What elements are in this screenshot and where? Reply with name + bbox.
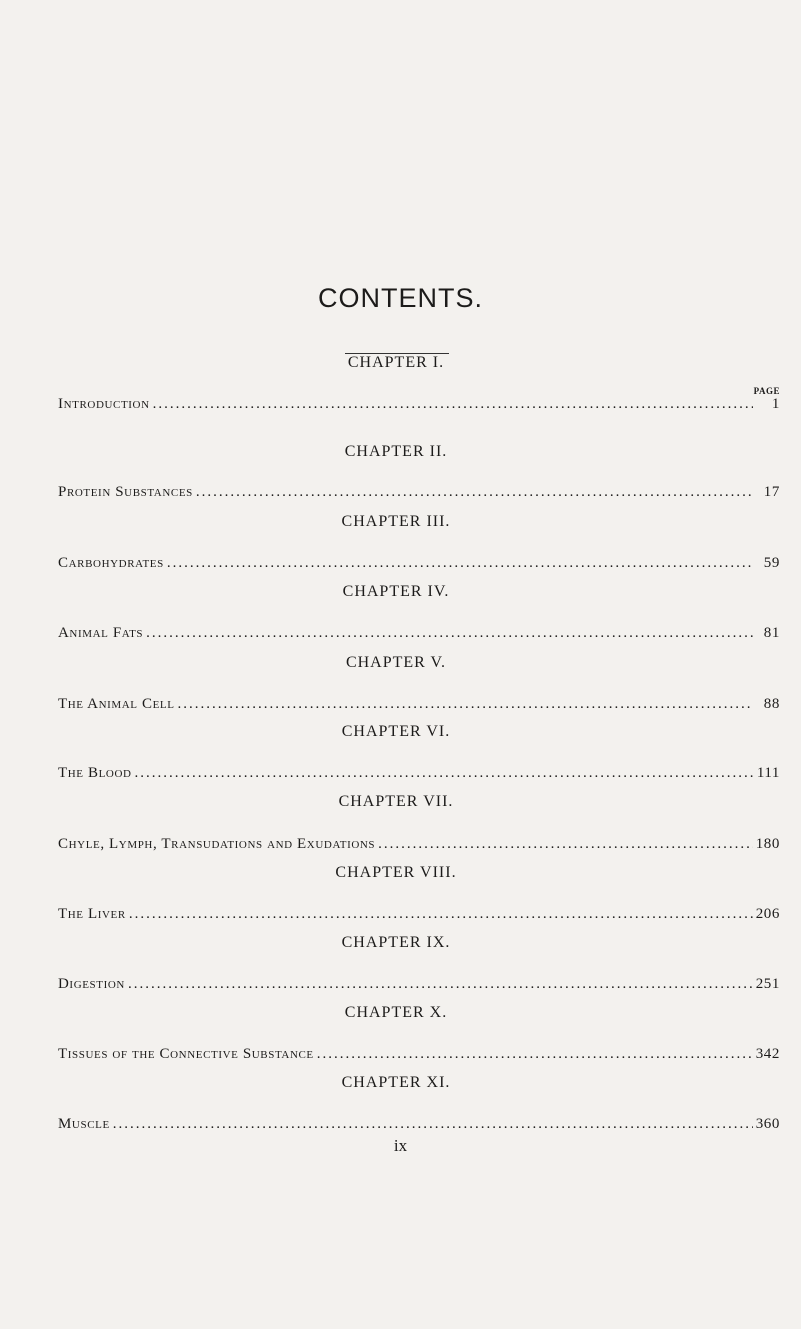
toc-entry (58, 765, 780, 782)
dot-leader (317, 1046, 753, 1063)
page-folio: ix (393, 1136, 408, 1155)
chapter-heading: CHAPTER XI. (341, 1074, 451, 1091)
toc-entry (58, 1116, 780, 1133)
chapter-heading: CHAPTER IX. (341, 934, 451, 951)
dot-leader (146, 625, 753, 642)
toc-entry-title: Introduction (58, 396, 150, 412)
toc-entry-page: 111 (756, 765, 780, 781)
chapter-heading: CHAPTER X. (344, 1004, 448, 1021)
toc-entry-title: Carbohydrates (58, 555, 164, 571)
toc-entry (58, 555, 780, 572)
chapter-heading: CHAPTER VIII. (335, 864, 457, 881)
toc-entry-page: 206 (755, 906, 780, 922)
dot-leader (135, 765, 753, 782)
toc-entry-title: The Blood (58, 765, 132, 781)
toc-entry-title: Chyle, Lymph, Transudations and Exudations (58, 836, 376, 852)
toc-entry-title: The Liver (58, 906, 126, 922)
toc-entry (58, 976, 780, 993)
toc-entry-title: Protein Substances (58, 484, 193, 500)
page-column-label: PAGE (753, 386, 780, 396)
toc-entry-page: 180 (755, 836, 780, 852)
dot-leader (167, 555, 753, 572)
chapter-heading: CHAPTER VII. (338, 793, 454, 810)
toc-entry-title: Digestion (58, 976, 125, 992)
toc-entry (58, 396, 780, 413)
toc-entry (58, 696, 780, 713)
toc-entry-page: 17 (763, 484, 780, 500)
toc-entry-page: 88 (763, 696, 780, 712)
toc-entry-page: 251 (755, 976, 780, 992)
dot-leader (129, 906, 753, 923)
toc-entry (58, 1046, 780, 1063)
dot-leader (113, 1116, 753, 1133)
toc-entry-title: Animal Fats (58, 625, 144, 641)
toc-entry-page: 342 (755, 1046, 780, 1062)
toc-entry (58, 836, 780, 853)
chapter-heading: CHAPTER IV. (342, 583, 450, 600)
toc-entry-page: 81 (763, 625, 780, 641)
toc-entry-title: Muscle (58, 1116, 110, 1132)
dot-leader (378, 836, 753, 853)
toc-entry-title: Tissues of the Connective Substance (58, 1046, 314, 1062)
chapter-heading: CHAPTER I. (347, 354, 445, 371)
toc-entry (58, 484, 780, 501)
toc-entry-page: 59 (763, 555, 780, 571)
toc-entry (58, 906, 780, 923)
dot-leader (178, 696, 753, 713)
chapter-heading: CHAPTER V. (345, 654, 447, 671)
toc-entry (58, 625, 780, 642)
dot-leader (128, 976, 753, 993)
toc-entry-page: 1 (771, 396, 780, 412)
chapter-heading: CHAPTER VI. (341, 723, 451, 740)
toc-entry-title: The Animal Cell (58, 696, 175, 712)
page-title: CONTENTS. (317, 283, 483, 313)
dot-leader (153, 396, 753, 413)
chapter-heading: CHAPTER II. (344, 443, 448, 460)
chapter-heading: CHAPTER III. (341, 513, 451, 530)
dot-leader (196, 484, 753, 501)
toc-entry-page: 360 (755, 1116, 780, 1132)
